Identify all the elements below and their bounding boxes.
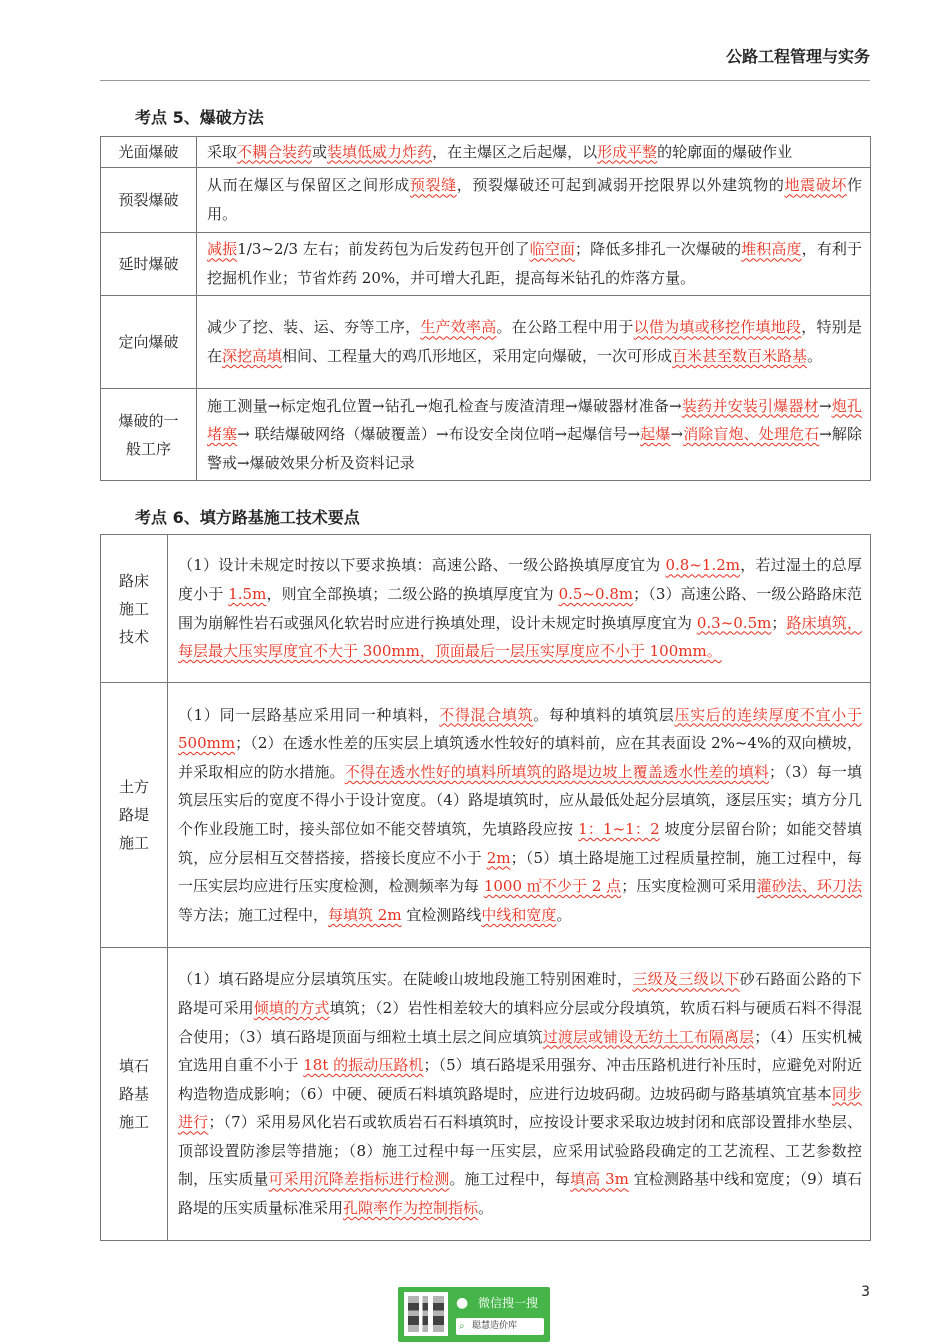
table-row xyxy=(101,168,871,233)
text-run: 。 xyxy=(556,905,572,924)
highlighted-text: 0.5~0.8m xyxy=(558,584,634,603)
table-row xyxy=(101,683,871,948)
page-number: 3 xyxy=(861,1284,870,1300)
highlighted-text: 同步进行 xyxy=(178,1084,862,1132)
text-run: （1）设计未规定时按以下要求换填：高速公路、一级公路换填厚度宜为 xyxy=(178,556,666,575)
highlighted-text: 三级及三级以下 xyxy=(632,970,740,989)
text-run: 。在公路工程中用于 xyxy=(496,318,634,337)
highlighted-text: 可采用沉降差指标进行检测 xyxy=(268,1170,450,1189)
highlighted-text: 18t 的振动压路机 xyxy=(303,1056,424,1075)
row-content xyxy=(197,137,871,168)
section5-title: 考点 5、爆破方法 xyxy=(135,108,264,127)
text-run: 。 xyxy=(807,347,823,365)
text-run: ；（3）每一填筑层压实后的宽度不得小于设计宽度。（4）路堤填筑时，应从最低处起分层填筑，逐层压实；填方分几个作业段施工时，接头部位如不能交替填筑，先填路段应按 xyxy=(178,762,862,838)
highlighted-text: 2m xyxy=(486,848,511,867)
highlighted-text: 每填筑 2m xyxy=(328,905,402,924)
text-run: 或 xyxy=(312,142,328,161)
table-row xyxy=(101,535,871,683)
row-content xyxy=(197,296,871,389)
row-label: 定向爆破 xyxy=(101,296,197,389)
table-row xyxy=(101,233,871,296)
text-run: ，特别是在 xyxy=(207,318,862,365)
row-content xyxy=(197,389,871,481)
highlighted-text: 0.3~0.5m xyxy=(696,613,772,632)
highlighted-text: 中线和宽度 xyxy=(481,905,557,924)
highlighted-text: 1000 ㎡不少于 2 点 xyxy=(483,877,622,896)
wechat-search-banner[interactable] xyxy=(398,1287,550,1342)
fill-subgrade-table xyxy=(100,534,871,1241)
text-run: → xyxy=(818,396,832,415)
row-label: 光面爆破 xyxy=(101,137,197,168)
highlighted-text: 消除盲炮、处理危石 xyxy=(683,425,820,444)
text-run: ；（7）采用易风化岩石或软质岩石石料填筑时，应按设计要求采取边坡封闭和底部设置排水垫层、顶部设置防渗层等措施；（8）施工过程中每一压实层，应采用试验路段确定的工艺流程、工艺参数控制，压实质量 xyxy=(178,1113,862,1189)
search-text: 聪慧造价库 xyxy=(472,1321,518,1331)
row-label: 爆破的一般工序 xyxy=(101,389,197,481)
highlighted-text: 压实后的连续厚度不宜小于 500mm xyxy=(178,705,862,753)
highlighted-text: 填高 3m xyxy=(570,1170,629,1189)
text-run: ；（5）填土路堤施工过程质量控制，施工过程中，每一压实层均应进行压实度检测，检测频率为每 xyxy=(178,848,862,896)
highlighted-text: 以借为填或移挖作填地段 xyxy=(633,318,802,337)
text-run: 作用。 xyxy=(207,176,862,223)
row-content xyxy=(168,683,871,948)
text-run: 的轮廓面的爆破作业 xyxy=(657,142,793,161)
highlighted-text: 1：1~1：2 xyxy=(578,820,660,838)
text-run: （1）同一层路基应采用同一种填料， xyxy=(178,705,440,724)
table-row xyxy=(101,296,871,389)
highlighted-text: 生产效率高 xyxy=(420,318,497,337)
row-label: 土方路堤施工 xyxy=(101,683,168,948)
row-content xyxy=(168,535,871,683)
highlighted-text: 不耦合装药 xyxy=(237,142,313,161)
highlighted-text: 预裂缝 xyxy=(409,176,457,195)
row-content xyxy=(168,948,871,1241)
highlighted-text: 倾填的方式 xyxy=(253,998,330,1017)
text-run: （1）填石路堤应分层填筑压实。在陡峻山坡地段施工特别困难时， xyxy=(178,970,633,989)
highlighted-text: 地震破坏 xyxy=(784,176,847,195)
blasting-methods-table xyxy=(100,136,871,481)
text-run: → 联结爆破网络（爆破覆盖）→布设安全岗位哨→起爆信号→ xyxy=(237,425,641,444)
table-row xyxy=(101,948,871,1241)
text-run: ，有利于挖掘机作业；节省炸药 20%，并可增大孔距，提高每米钻孔的炸落方量。 xyxy=(207,240,862,287)
text-run: 。每种填料的填筑层 xyxy=(533,705,675,724)
highlighted-text: 孔隙率作为控制指标 xyxy=(343,1199,479,1218)
search-icon: ⌕ xyxy=(459,1321,465,1332)
qr-code-icon xyxy=(404,1292,448,1336)
text-run: 等方法；施工过程中， xyxy=(178,905,329,924)
text-run: ，若过湿土的总厚度小于 xyxy=(178,556,862,603)
section6-title: 考点 6、填方路基施工技术要点 xyxy=(135,508,360,527)
highlighted-text: 装填低威力炸药 xyxy=(327,142,433,161)
highlighted-text: 0.8~1.2m xyxy=(665,556,740,575)
row-label: 路床施工技术 xyxy=(101,535,168,683)
text-run: ；（2）在透水性差的压实层上填筑透水性较好的填料前，应在其表面设 2%~4%的双向横坡，并采取相应的防水措施。 xyxy=(178,734,862,781)
row-label: 填石路基施工 xyxy=(101,948,168,1241)
text-run: 坡度分层留台阶；如能交替填筑，应分层相互交替搭接，搭接长度应不小于 xyxy=(178,820,862,867)
highlighted-text: 炮孔堵塞 xyxy=(207,396,862,444)
highlighted-text: 路床填筑，每层最大压实厚度宜不大于 300mm，顶面最后一层压实厚度应不小于 100mm。 xyxy=(178,613,862,661)
text-run: ；（4）压实机械宜选用自重不小于 xyxy=(178,1027,863,1075)
highlighted-text: 减振 xyxy=(207,240,238,259)
text-run: 相间、工程量大的鸡爪形地区，采用定向爆破，一次可形成 xyxy=(282,347,673,365)
text-run: →解除警戒→爆破效果分析及资料记录 xyxy=(207,425,862,472)
header-divider xyxy=(100,80,870,81)
text-run: 。施工过程中，每 xyxy=(449,1170,571,1189)
text-run: 采取 xyxy=(207,142,238,161)
text-run: 减少了挖、装、运、夯等工序， xyxy=(207,318,421,337)
text-run: ，预裂爆破还可起到减弱开挖限界以外建筑物的 xyxy=(456,176,785,195)
text-run: ，在主爆区之后起爆，以 xyxy=(432,142,598,161)
highlighted-text: 灌砂法、环刀法 xyxy=(756,877,862,896)
text-run: ； xyxy=(771,613,787,632)
highlighted-text: 不得混合填筑 xyxy=(439,705,534,724)
text-run: 1/3~2/3 左右；前发药包为后发药包开创了 xyxy=(237,240,530,259)
text-run: ；压实度检测可采用 xyxy=(621,877,757,896)
row-content xyxy=(197,168,871,233)
text-run: ；（3）高速公路、一级公路路床范围为崩解性岩石或强风化软岩时应进行换填处理，设计未规定时换填厚度宜为 xyxy=(178,584,862,632)
highlighted-text: 堆积高度 xyxy=(741,240,802,259)
text-run: ，则宜全部换填；二级公路的换填厚度宜为 xyxy=(266,584,559,603)
highlighted-text: 不得在透水性好的填料所填筑的路堤边坡上覆盖透水性差的填料 xyxy=(344,762,770,781)
highlighted-text: 1.5m xyxy=(228,584,267,603)
text-run: 从而在爆区与保留区之间形成 xyxy=(207,176,410,195)
highlighted-text: 百米甚至数百米路基 xyxy=(672,347,808,365)
highlighted-text: 过渡层或铺设无纺土工布隔离层 xyxy=(542,1027,755,1046)
highlighted-text: 装药并安装引爆器材 xyxy=(681,396,819,415)
document-header-title: 公路工程管理与实务 xyxy=(725,47,870,66)
table-row xyxy=(101,137,871,168)
text-run: ；（5）填石路堤采用强夯、冲击压路机进行补压时，应避免对附近构造物造成影响；（6）中硬、硬质石料填筑路堤时，应进行边坡码砌。边坡码砌与路基填筑宜基本 xyxy=(178,1056,863,1103)
table-row xyxy=(101,389,871,481)
text-run: 宜检测路线 xyxy=(401,905,482,924)
text-run: 宜检测路基中线和宽度；（9）填石路堤的压实质量标准采用 xyxy=(178,1170,862,1218)
text-run: 施工测量→标定炮孔位置→钻孔→炮孔检查与废渣清理→爆破器材准备→ xyxy=(207,396,682,415)
wechat-search-label: 微信搜一搜 xyxy=(478,1296,539,1310)
search-input[interactable] xyxy=(456,1318,544,1335)
highlighted-text: 起爆 xyxy=(640,425,671,444)
row-content xyxy=(197,233,871,296)
row-label: 预裂爆破 xyxy=(101,168,197,233)
highlighted-text: 临空面 xyxy=(529,240,575,259)
row-label: 延时爆破 xyxy=(101,233,197,296)
text-run: 砂石路面公路的下路堤可采用 xyxy=(178,970,862,1017)
wechat-icon: ● xyxy=(456,1295,469,1311)
text-run: 。 xyxy=(478,1199,494,1218)
highlighted-text: 深挖高填 xyxy=(222,347,283,365)
text-run: ；降低多排孔一次爆破的 xyxy=(574,240,742,259)
highlighted-text: 形成平整 xyxy=(597,142,658,161)
text-run: → xyxy=(670,425,684,444)
text-run: 填筑；（2）岩性相差较大的填料应分层或分段填筑，软质石料与硬质石料不得混合使用；（3）填石路堤顶面与细粒土填土层之间应填筑 xyxy=(178,998,862,1046)
